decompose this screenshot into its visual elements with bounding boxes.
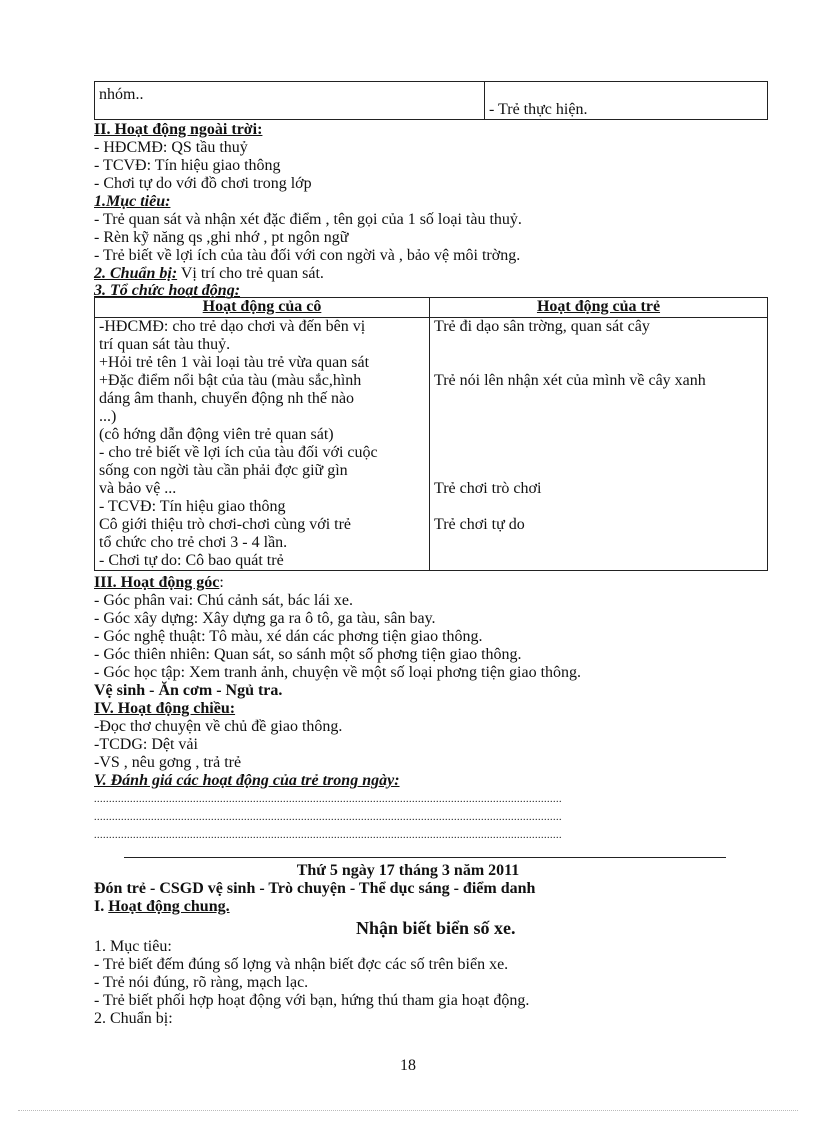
continuation-right-cell: - Trẻ thực hiện. [485, 82, 768, 120]
child-line [434, 426, 763, 444]
general-activity-line: I. Hoạt động chung. [94, 898, 230, 915]
child-line [434, 354, 763, 372]
evaluation-dotted-line: ............................................................................................................................................................ [94, 794, 562, 805]
teacher-line: dáng âm thanh, chuyển động nh thế nào [99, 390, 355, 407]
afternoon-heading: IV. Hoạt động chiều: [94, 700, 236, 717]
child-line [434, 462, 763, 480]
teacher-line: - TCVĐ: Tín hiệu giao thông [99, 498, 286, 515]
day-date-heading: Thứ 5 ngày 17 tháng 3 năm 2011 [296, 862, 520, 879]
goal-item: - Trẻ biết về lợi ích của tàu đối với con ngời và , bảo vệ môi trờng. [94, 247, 521, 264]
page-bottom-border [18, 1110, 798, 1111]
general-activity-heading: Hoạt động chung. [108, 898, 230, 915]
section-divider [124, 857, 726, 858]
teacher-line: +Đặc điểm nổi bật của tàu (màu sắc,hình [99, 372, 362, 389]
teacher-line: ...) [99, 408, 117, 425]
evaluation-heading: V. Đánh giá các hoạt động của trẻ trong ngày: [94, 772, 400, 789]
outdoor-heading: II. Hoạt động ngoài trời: [94, 121, 263, 138]
child-line [434, 534, 763, 552]
teacher-line: - Chơi tự do: Cô bao quát trẻ [99, 552, 284, 569]
teacher-line: trí quan sát tàu thuỷ. [99, 336, 231, 353]
child-line [434, 408, 763, 426]
corner-heading-line: III. Hoạt động góc: [94, 574, 224, 591]
col-head-child: Hoạt động của trẻ [430, 298, 768, 318]
lesson-goal-item: - Trẻ nói đúng, rõ ràng, mạch lạc. [94, 974, 309, 991]
outdoor-item: - HĐCMĐ: QS tầu thuỷ [94, 139, 248, 156]
child-line: Trẻ chơi tự do [434, 516, 525, 533]
continuation-left-cell: nhóm.. [95, 82, 485, 120]
afternoon-item: -Đọc thơ chuyện về chủ đề giao thông. [94, 718, 343, 735]
evaluation-dotted-line: ............................................................................................................................................................ [94, 812, 562, 823]
corner-item: - Góc nghệ thuật: Tô màu, xé dán các phơng tiện giao thông. [94, 628, 483, 645]
teacher-line: Cô giới thiệu trò chơi-chơi cùng với trẻ [99, 516, 352, 533]
child-line: Trẻ đi dạo sân trờng, quan sát cây [434, 318, 650, 335]
continuation-table [94, 81, 768, 120]
evaluation-dotted-line: ............................................................................................................................................................ [94, 830, 562, 841]
activity-table [94, 297, 768, 571]
lesson-prep-heading: 2. Chuẩn bị: [94, 1010, 173, 1027]
corner-item: - Góc phân vai: Chú cảnh sát, bác lái xe. [94, 592, 354, 609]
child-line [434, 390, 763, 408]
afternoon-item: -TCDG: Dệt vải [94, 736, 198, 753]
teacher-line: sống con ngời tàu cần phải đợc giữ gìn [99, 462, 348, 479]
child-line [434, 498, 763, 516]
goal-heading: 1.Mục tiêu: [94, 193, 171, 210]
corner-item: - Góc xây dựng: Xây dựng ga ra ô tô, ga tàu, sân bay. [94, 610, 436, 627]
prep-heading: 2. Chuẩn bị: [94, 265, 178, 282]
teacher-line: tổ chức cho trẻ chơi 3 - 4 lần. [99, 534, 288, 551]
child-line: Trẻ nói lên nhận xét của mình về cây xanh [434, 372, 706, 389]
teacher-line: +Hỏi trẻ tên 1 vài loại tàu trẻ vừa quan sát [99, 354, 370, 371]
lesson-title: Nhận biết biển số xe. [356, 918, 516, 938]
outdoor-item: - TCVĐ: Tín hiệu giao thông [94, 157, 281, 174]
goal-item: - Rèn kỹ năng qs ,ghi nhớ , pt ngôn ngữ [94, 229, 349, 246]
child-line [434, 552, 763, 570]
prep-text: Vị trí cho trẻ quan sát. [177, 265, 324, 282]
daily-routine: Đón trẻ - CSGD vệ sinh - Trò chuyện - Thể dục sáng - điểm danh [94, 880, 536, 897]
teacher-line: -HĐCMĐ: cho trẻ dạo chơi và đến bên vị [99, 318, 366, 335]
lesson-goal-item: - Trẻ biết phối hợp hoạt động với bạn, hứng thú tham gia hoạt động. [94, 992, 530, 1009]
corner-item: - Góc thiên nhiên: Quan sát, so sánh một số phơng tiện giao thông. [94, 646, 522, 663]
child-line [434, 336, 763, 354]
afternoon-item: -VS , nêu gơng , trả trẻ [94, 754, 242, 771]
hygiene-line: Vệ sinh - Ăn cơm - Ngủ tra. [94, 682, 283, 699]
corner-heading: III. Hoạt động góc [94, 574, 220, 591]
lesson-goal-item: - Trẻ biết đếm đúng số lợng và nhận biết đợc các số trên biển xe. [94, 956, 509, 973]
teacher-line: (cô hớng dẫn động viên trẻ quan sát) [99, 426, 334, 443]
page-number: 18 [400, 1057, 416, 1074]
goal-item: - Trẻ quan sát và nhận xét đặc điểm , tên gọi của 1 số loại tàu thuỷ. [94, 211, 522, 228]
teacher-activities-cell [95, 318, 430, 571]
outdoor-item: - Chơi tự do với đồ chơi trong lớp [94, 175, 312, 192]
col-head-teacher: Hoạt động của cô [95, 298, 430, 318]
prep-line [94, 265, 324, 283]
child-activities-cell [430, 318, 768, 571]
lesson-goal-heading: 1. Mục tiêu: [94, 938, 172, 955]
child-line [434, 444, 763, 462]
child-line: Trẻ chơi trò chơi [434, 480, 542, 497]
teacher-line: và bảo vệ ... [99, 480, 177, 497]
org-heading: 3. Tổ chức hoạt động: [94, 282, 241, 299]
corner-item: - Góc học tập: Xem tranh ảnh, chuyện về một số loại phơng tiện giao thông. [94, 664, 582, 681]
teacher-line: - cho trẻ biết về lợi ích của tàu đối với cuộc [99, 444, 378, 461]
